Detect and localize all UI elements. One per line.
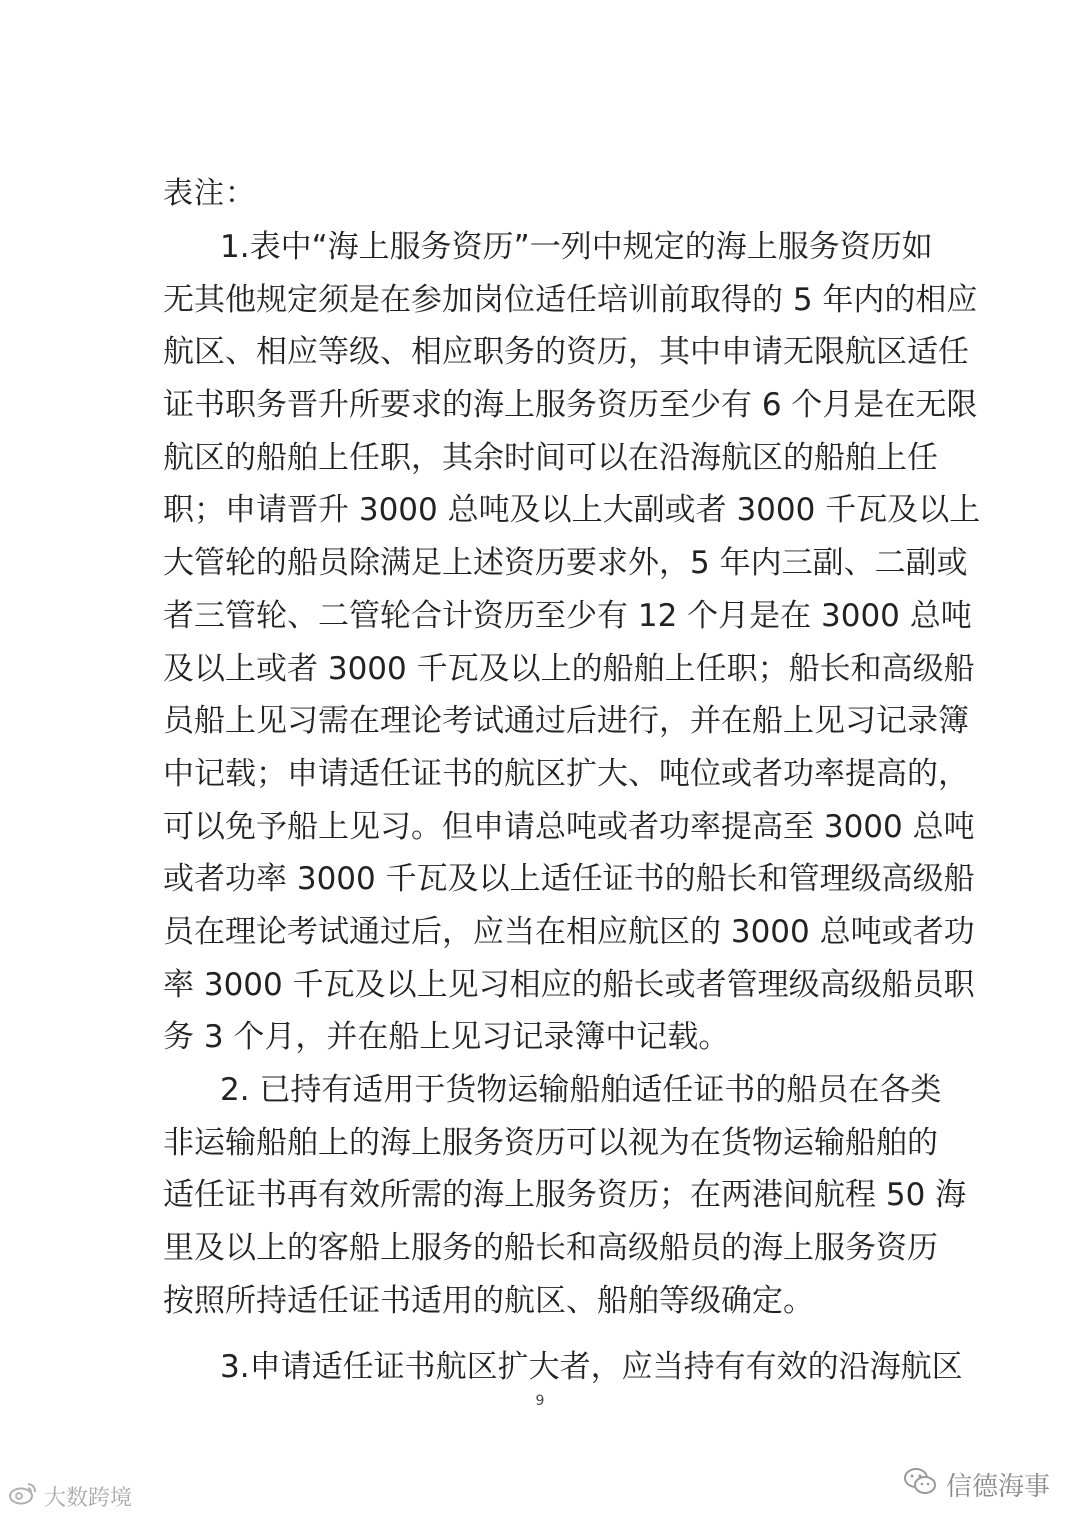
text-line: 无其他规定须是在参加岗位适任培训前取得的 5 年内的相应: [163, 281, 978, 318]
text-line: 2. 已持有适用于货物运输船舶适任证书的船员在各类: [220, 1072, 942, 1108]
text-line: 员在理论考试通过后，应当在相应航区的 3000 总吨或者功: [163, 913, 975, 950]
text-line: 证书职务晋升所要求的海上服务资历至少有 6 个月是在无限: [163, 387, 978, 424]
text-line: 率 3000 千瓦及以上见习相应的船长或者管理级高级船员职: [163, 966, 975, 1003]
notes-body: [163, 221, 981, 1394]
text-line: 里及以上的客船上服务的船长和高级船员的海上服务资历: [163, 1230, 938, 1267]
watermark-left: [8, 1480, 132, 1512]
text-line: 大管轮的船员除满足上述资历要求外，5 年内三副、二副或: [163, 545, 968, 582]
text-line: 航区的船舶上任职，其余时间可以在沿海航区的船舶上任: [163, 439, 938, 476]
text-line: 适任证书再有效所需的海上服务资历；在两港间航程 50 海: [163, 1177, 967, 1214]
text-line: 者三管轮、二管轮合计资历至少有 12 个月是在 3000 总吨: [163, 597, 972, 634]
text-line: 可以免予船上见习。但申请总吨或者功率提高至 3000 总吨: [163, 808, 975, 845]
watermark-right: [902, 1462, 1050, 1506]
weibo-logo-icon: [8, 1481, 38, 1511]
text-line: 非运输船舶上的海上服务资历可以视为在货物运输船舶的: [163, 1124, 938, 1161]
text-line: 3.申请适任证书航区扩大者，应当持有有效的沿海航区: [220, 1349, 963, 1386]
notes-heading: 表注：: [163, 176, 256, 211]
text-line: 中记载；申请适任证书的航区扩大、吨位或者功率提高的，: [163, 755, 969, 792]
watermark-right-text: 信德海事: [945, 1471, 1050, 1502]
text-line: 及以上或者 3000 千瓦及以上的船舶上任职；船长和高级船: [163, 650, 975, 687]
text-line: 按照所持适任证书适用的航区、船舶等级确定。: [163, 1282, 814, 1319]
text-line: 或者功率 3000 千瓦及以上适任证书的船长和管理级高级船: [163, 861, 975, 898]
text-line: 1.表中“海上服务资历”一列中规定的海上服务资历如: [220, 229, 933, 265]
watermark-left-text: 大数跨境: [44, 1485, 133, 1511]
text-line: 员船上见习需在理论考试通过后进行，并在船上见习记录簿: [163, 703, 969, 740]
text-line: 务 3 个月，并在船上见习记录簿中记载。: [163, 1019, 730, 1056]
text-line: 航区、相应等级、相应职务的资历，其中申请无限航区适任: [163, 334, 969, 371]
text-line: 职；申请晋升 3000 总吨及以上大副或者 3000 千瓦及以上: [163, 492, 981, 529]
wechat-logo-icon: [902, 1466, 938, 1503]
page-number: 9: [535, 1393, 545, 1409]
